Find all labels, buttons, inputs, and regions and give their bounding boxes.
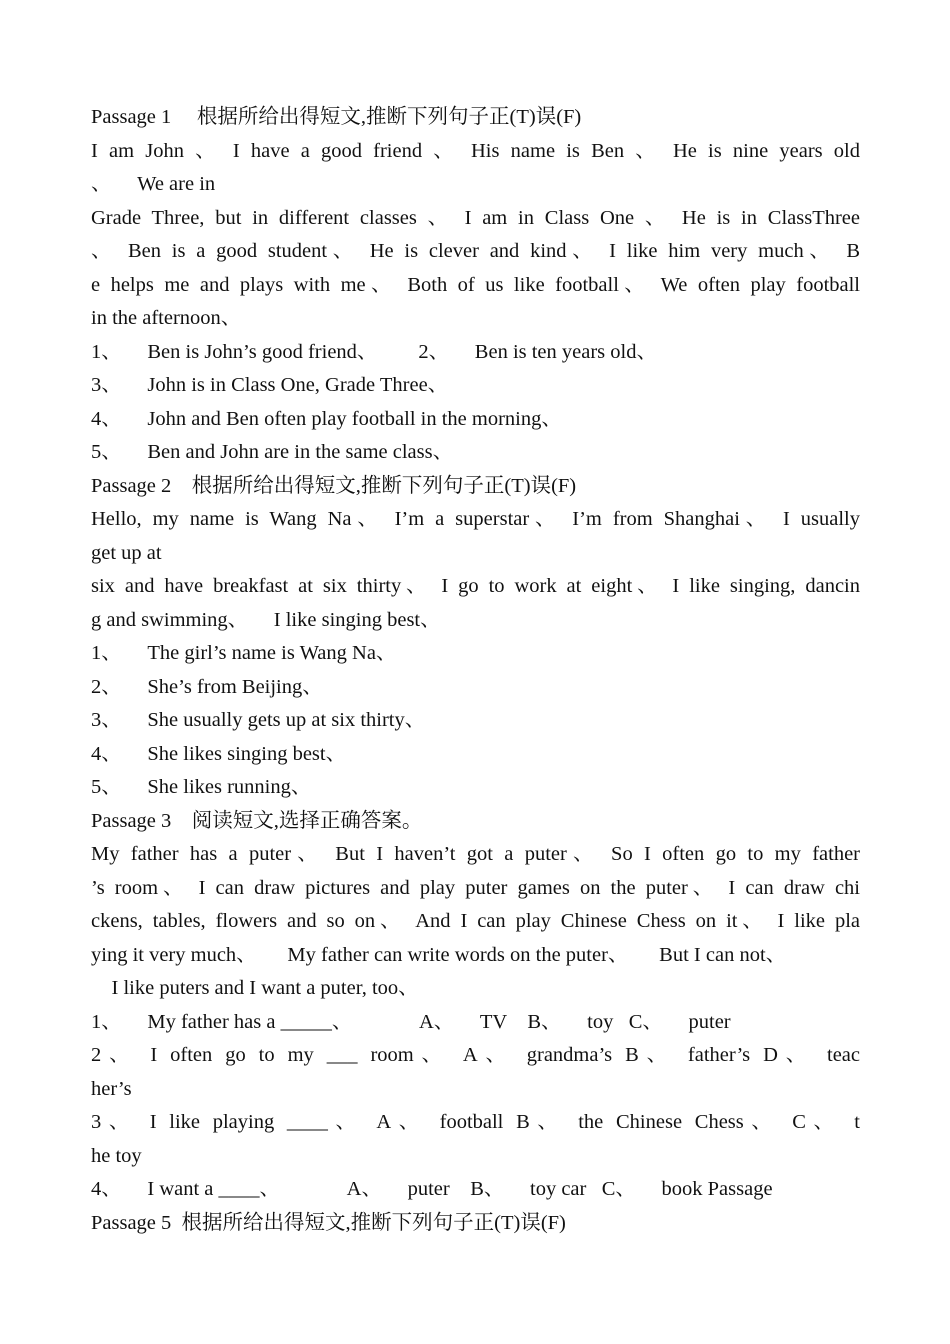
passage-3-line-3: ckens, tables, flowers and so on、 And I can play Chinese Chess on it、 I like pla xyxy=(91,910,860,932)
passage-3-title: Passage 3 阅读短文,选择正确答案。 xyxy=(91,809,423,832)
passage-3-question-2-cont: her’s xyxy=(91,1077,132,1100)
passage-1-line-4: 、 Ben is a good student、 He is clever and kind、 I like him very much、 B xyxy=(91,240,860,262)
passage-2-line-4: g and swimming、 I like singing best、 xyxy=(91,608,441,631)
passage-1-line-5: e helps me and plays with me、 Both of us like football、 We often play football xyxy=(91,273,860,296)
passage-2-question-1: 1、 The girl’s name is Wang Na、 xyxy=(91,642,397,664)
passage-3-line-4: ying it very much、 My father can write words on the puter、 But I can not、 xyxy=(91,943,787,966)
passage-1-line-3: Grade Three, but in different classes 、 I am in Class One 、 He is in ClassThree xyxy=(91,206,860,229)
passage-3-question-3-cont: he toy xyxy=(91,1144,142,1167)
passage-3-question-3: 3、 I like playing ____、 A、 football B、 the Chinese Chess、 C、 t xyxy=(91,1111,860,1133)
passage-2-line-1: Hello, my name is Wang Na、 I’m a superstar、 I’m from Shanghai、 I usually xyxy=(91,508,860,530)
passage-1-line-6: in the afternoon、 xyxy=(91,307,242,329)
passage-1-question-5: 5、 Ben and John are in the same class、 xyxy=(91,441,454,463)
passage-1-question-1-2: 1、 Ben is John’s good friend、 2、 Ben is ten years old、 xyxy=(91,340,657,363)
passage-3-line-5: I like puters and I want a puter, too、 xyxy=(91,977,419,999)
passage-2-line-2: get up at xyxy=(91,541,162,564)
passage-1-question-4: 4、 John and Ben often play football in the morning、 xyxy=(91,407,562,430)
passage-2-line-3: six and have breakfast at six thirty、 I go to work at eight、 I like singing, dancin xyxy=(91,575,860,597)
passage-5-title: Passage 5 根据所给出得短文,推断下列句子正(T)误(F) xyxy=(91,1211,566,1234)
passage-3-line-1: My father has a puter、 But I haven’t got a puter、 So I often go to my father xyxy=(91,843,860,865)
passage-3-question-4: 4、 I want a ____、 A、 puter B、 toy car C、 book Passage xyxy=(91,1178,773,1200)
passage-2-question-2: 2、 She’s from Beijing、 xyxy=(91,675,323,698)
passage-2-question-5: 5、 She likes running、 xyxy=(91,776,312,798)
passage-3-question-1: 1、 My father has a _____、 A、 TV B、 toy C、 puter xyxy=(91,1010,731,1033)
passage-1-question-3: 3、 John is in Class One, Grade Three、 xyxy=(91,374,449,396)
document-page xyxy=(91,101,860,1240)
passage-2-question-3: 3、 She usually gets up at six thirty、 xyxy=(91,709,426,731)
passage-1-title: Passage 1 根据所给出得短文,推断下列句子正(T)误(F) xyxy=(91,106,582,128)
passage-3-question-2: 2、 I often go to my ___ room、 A、 grandma’s B、 father’s D、 teac xyxy=(91,1044,860,1066)
passage-3-line-2: ’s room、 I can draw pictures and play puter games on the puter、 I can draw chi xyxy=(91,876,860,899)
passage-2-title: Passage 2 根据所给出得短文,推断下列句子正(T)误(F) xyxy=(91,474,577,497)
passage-2-question-4: 4、 She likes singing best、 xyxy=(91,742,347,765)
passage-1-line-1: I am John 、 I have a good friend 、 His name is Ben 、 He is nine years old xyxy=(91,139,860,162)
passage-1-line-2: 、 We are in xyxy=(91,173,216,195)
